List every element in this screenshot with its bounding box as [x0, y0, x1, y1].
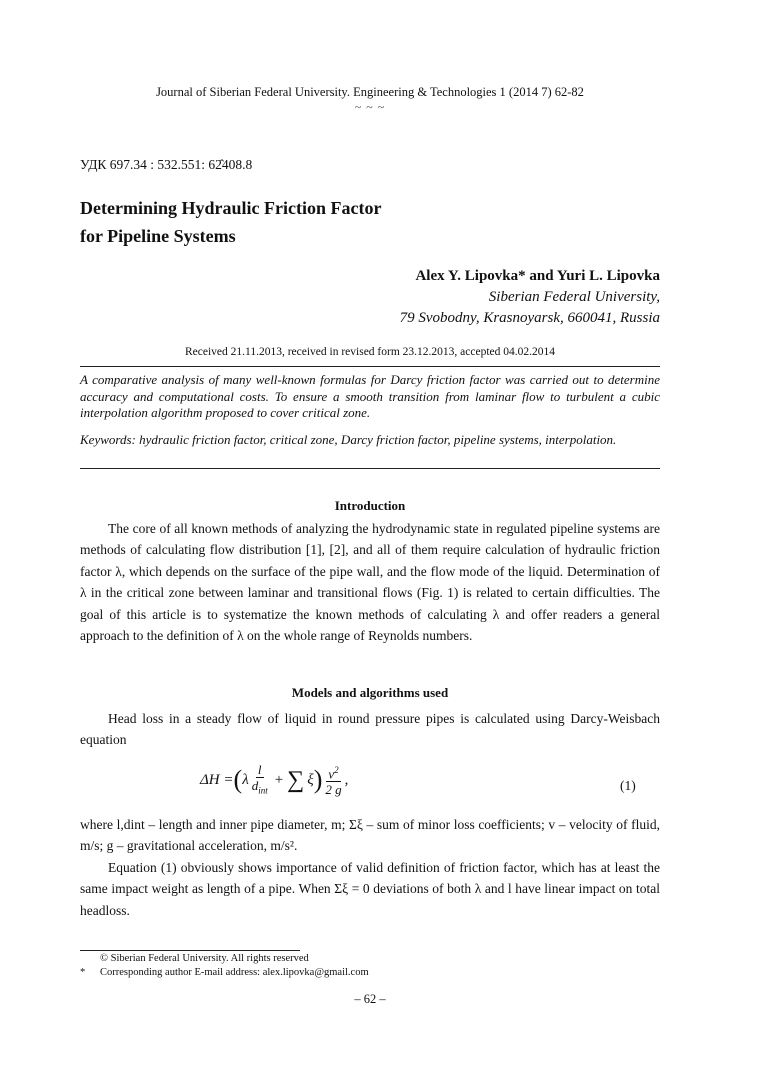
footnote-email: Corresponding author E-mail address: alex.lipovka@gmail.com: [100, 967, 369, 978]
where-paragraph: where l,dint – length and inner pipe diameter, m; Σξ – sum of minor loss coefficients; v – velocity of fluid, m/s; g – gravitational acceleration, m/s².: [80, 817, 660, 854]
page-number: – 62 –: [354, 992, 386, 1006]
eq-open-paren: (: [233, 765, 243, 795]
footnote-star: *: [80, 967, 86, 978]
eq-lhs: ΔH =: [200, 771, 234, 788]
eq-lambda: λ: [242, 771, 249, 788]
darcy-weisbach-equation: [200, 762, 348, 799]
eq-fraction-length: [252, 762, 268, 799]
author-address: 79 Svobodny, Krasnoyarsk, 660041, Russia: [399, 310, 660, 326]
intro-paragraph: The core of all known methods of analyzing the hydrodynamic state in regulated pipeline systems are methods of calculating flow distribution [1], [2], and all of them require calculation of hydraulic friction factor λ, which depends on the surface of the pipe wall, and the flow mode of the liquid. Determination of λ in the critical zone between laminar and transitional flows (Fig. 1) is related to certain difficulties. The goal of this article is to systematize the known methods of calculating λ and offer readers a general approach to the definition of λ on the whole range of Reynolds numbers.: [80, 521, 660, 644]
udk-code: УДК 697.34 : 532.551: 62̂408.8: [80, 157, 253, 172]
closing-paragraph: Equation (1) obviously shows importance of valid definition of friction factor, which has at least the same impact weight as length of a pipe. When Σξ = 0 deviations of both λ and l have linear impact on total headloss.: [80, 860, 660, 918]
equation-number: (1): [620, 778, 636, 793]
author-names: Alex Y. Lipovka* and Yuri L. Lipovka: [415, 268, 660, 284]
eq-frac2-den: 2 g: [325, 782, 342, 798]
eq-plus: +: [274, 771, 284, 788]
received-dates: Received 21.11.2013, received in revised form 23.12.2013, accepted 04.02.2014: [184, 346, 556, 358]
title-line-1: Determining Hydraulic Friction Factor: [80, 198, 382, 218]
eq-sum: ∑: [287, 766, 305, 793]
journal-header: Journal of Siberian Federal University. Engineering & Technologies 1 (2014 7) 62-82: [156, 85, 584, 99]
footnote-copyright: © Siberian Federal University. All rights reserved: [100, 953, 309, 964]
title-line-2: for Pipeline Systems: [80, 226, 236, 246]
footnote-rule: [80, 950, 300, 951]
author-block: [400, 266, 660, 329]
intro-heading: Introduction: [334, 498, 406, 513]
eq-frac2-num: $v^2$: [328, 765, 339, 782]
keywords: Keywords: hydraulic friction factor, critical zone, Darcy friction factor, pipeline systems, interpolation.: [80, 432, 617, 447]
eq-xi: ξ: [307, 771, 314, 788]
abstract-top-rule: [80, 366, 660, 367]
eq-frac1-num: l: [257, 762, 262, 777]
footnote-corresponding: [80, 967, 369, 978]
author-affiliation: Siberian Federal University,: [488, 289, 660, 305]
eq-comma: ,: [344, 771, 349, 788]
eq-frac1-den: $d_{int}$: [251, 778, 268, 796]
eq-fraction-velocity: [325, 763, 341, 797]
header-ornament: ~ ~ ~: [354, 100, 386, 114]
models-heading: Models and algorithms used: [291, 685, 449, 700]
abstract-bottom-rule: [80, 468, 660, 469]
models-paragraph: Head loss in a steady flow of liquid in round pressure pipes is calculated using Darcy-Weisbach equation: [80, 711, 660, 748]
abstract: A comparative analysis of many well-known formulas for Darcy friction factor was carried out to determine accuracy and computational costs. To ensure a smooth transition from laminar flow to turbulent a cubic interpolation algorithm proposed to cover critical zone.: [80, 372, 660, 420]
paper-title: [80, 194, 381, 250]
eq-close-paren: ): [313, 765, 323, 795]
